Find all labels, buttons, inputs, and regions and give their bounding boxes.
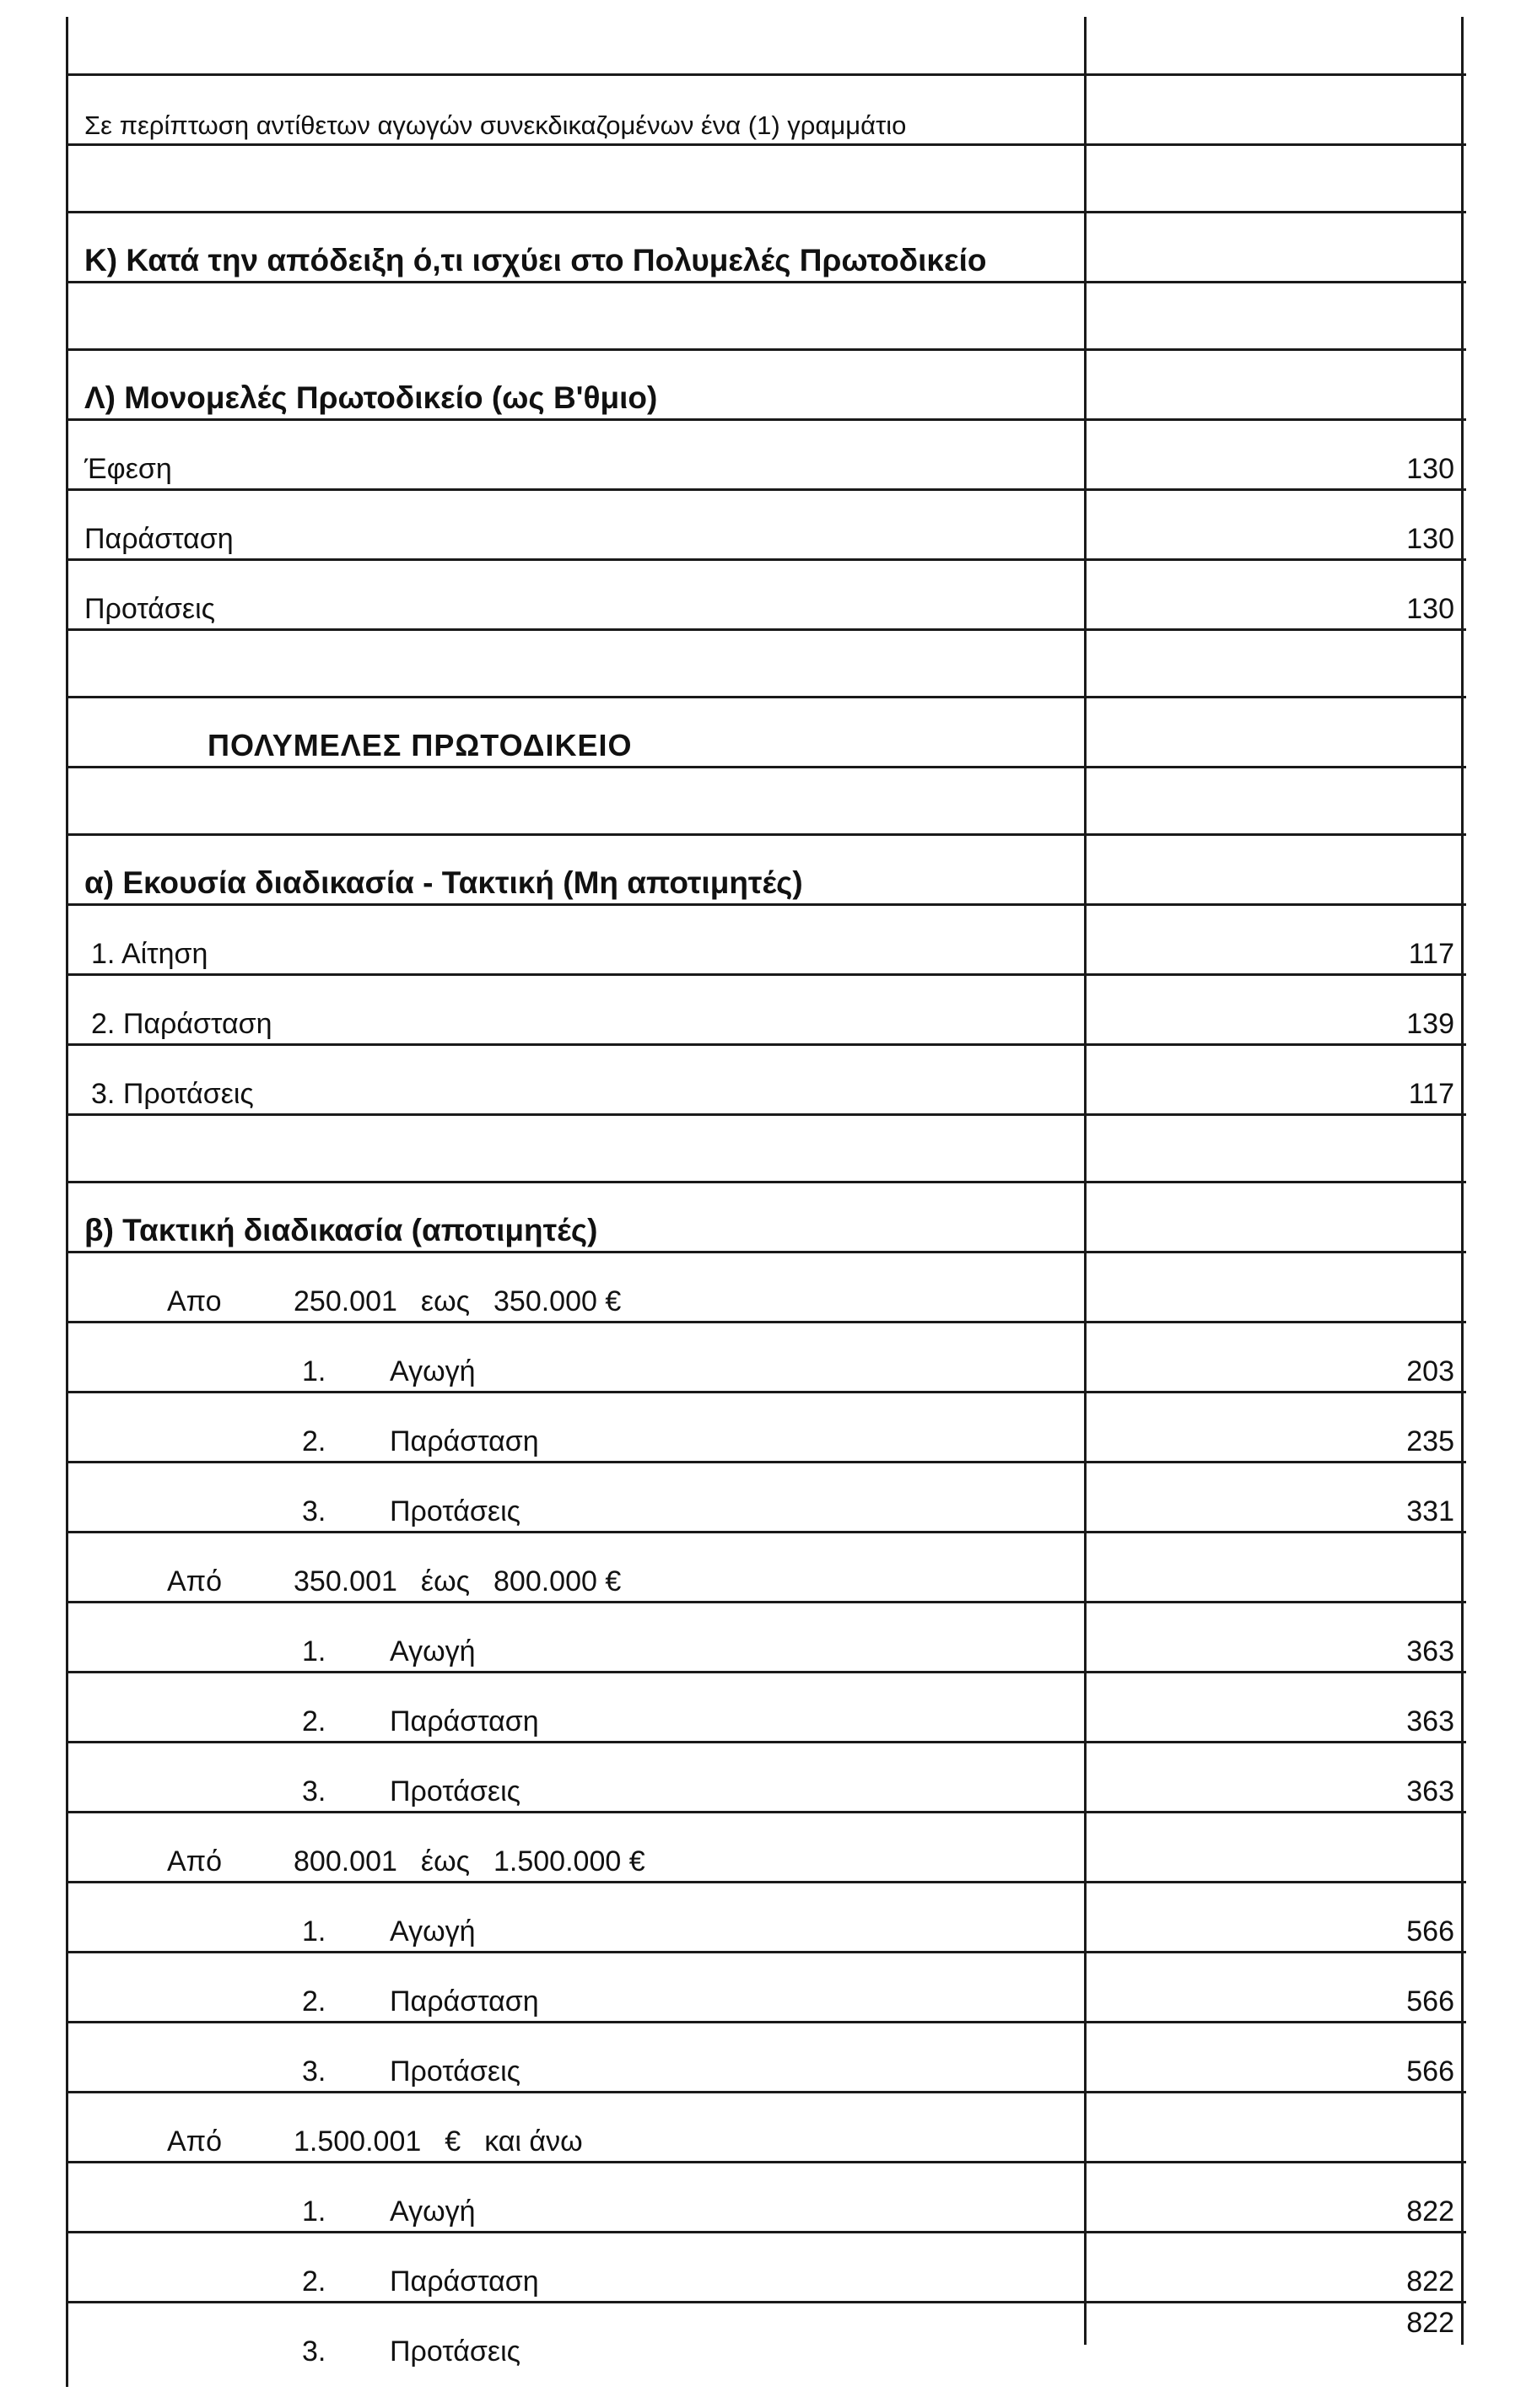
row-label: Έφεση [84, 453, 172, 485]
item-label: Παράσταση [390, 2265, 539, 2298]
row-label [302, 1637, 476, 1666]
table-row [66, 1883, 1466, 1953]
table-row [66, 2233, 1466, 2303]
item-label: Προτάσεις [390, 2055, 521, 2087]
fee-value: 130 [1406, 453, 1454, 485]
item-label: Προτάσεις [390, 1495, 521, 1527]
table-row [66, 146, 1466, 213]
table-row [66, 1953, 1466, 2023]
row-label: Προτάσεις [84, 593, 216, 625]
section-heading-l: Λ) Μονομελές Πρωτοδικείο (ως Β'θμιο) [84, 380, 658, 415]
table-row [66, 906, 1466, 976]
court-heading: ΠΟΛΥΜΕΛΕΣ ΠΡΩΤΟΔΙΚΕΙΟ [208, 728, 633, 762]
item-label: Αγωγή [390, 2195, 476, 2228]
item-label: Προτάσεις [122, 1078, 254, 1110]
item-label: Παράσταση [122, 1008, 272, 1040]
table-row [66, 1323, 1466, 1393]
row-label [302, 1917, 476, 1946]
item-number: 3. [302, 1775, 326, 1807]
range-to: έως [420, 1845, 470, 1877]
range-start: 1.500.001 [294, 2125, 422, 2158]
fee-value: 566 [1406, 1985, 1454, 2017]
table-row [66, 1253, 1466, 1323]
range-from: Από [167, 1845, 223, 1877]
item-number: 2. [302, 1985, 326, 2017]
row-label [302, 2197, 476, 2226]
fee-value: 363 [1406, 1775, 1454, 1807]
row-label [302, 1707, 539, 1736]
table-row [66, 2163, 1466, 2233]
table-row [66, 1393, 1466, 1463]
fee-value: 363 [1406, 1635, 1454, 1667]
item-label: Παράσταση [390, 1705, 539, 1737]
range-end: 1.500.000 € [493, 1845, 645, 1877]
range-to: € [445, 2125, 461, 2158]
item-number: 2. [91, 1008, 116, 1040]
item-label: Αγωγή [390, 1915, 476, 1947]
fee-value: 117 [1408, 938, 1454, 970]
row-label [302, 2337, 520, 2366]
table-row [66, 1183, 1466, 1253]
row-label [302, 2267, 539, 2296]
range-from: Από [167, 1565, 223, 1597]
item-label: Προτάσεις [390, 1775, 521, 1807]
table-row [66, 1046, 1466, 1116]
table-row [66, 2093, 1466, 2163]
range-to: έως [420, 1565, 470, 1597]
table-row [66, 2023, 1466, 2093]
item-number: 2. [302, 2265, 326, 2298]
section-heading-k: Κ) Κατά την απόδειξη ό,τι ισχύει στο Πολυμελές Πρωτοδικείο [84, 243, 987, 277]
range-end: 800.000 € [493, 1565, 622, 1597]
item-number: 3. [302, 2055, 326, 2087]
fee-value: 130 [1406, 593, 1454, 625]
item-number: 1. [91, 938, 116, 970]
table-row [66, 1813, 1466, 1883]
fee-value: 203 [1406, 1355, 1454, 1387]
row-label [302, 1987, 539, 2016]
row-label [91, 1080, 254, 1108]
range-from: Από [167, 2125, 223, 2158]
item-label: Προτάσεις [390, 2335, 521, 2368]
value-range [167, 1567, 621, 1596]
item-label: Αίτηση [121, 938, 208, 970]
fee-value: 566 [1406, 1915, 1454, 1947]
item-number: 1. [302, 1355, 326, 1387]
section-heading-a: α) Εκουσία διαδικασία - Τακτική (Μη αποτιμητές) [84, 865, 803, 900]
fee-value: 331 [1406, 1495, 1454, 1527]
fee-value: 566 [1406, 2055, 1454, 2087]
row-label [302, 1357, 476, 1386]
section-heading-b: β) Τακτική διαδικασία (αποτιμητές) [84, 1213, 598, 1247]
table-row [66, 76, 1466, 146]
item-label: Παράσταση [390, 1985, 539, 2017]
table-row [66, 1743, 1466, 1813]
table-row [66, 561, 1466, 631]
fee-value: 235 [1406, 1425, 1454, 1457]
row-label [302, 2057, 520, 2086]
value-range [167, 2127, 583, 2156]
table-row [66, 836, 1466, 906]
range-start: 350.001 [294, 1565, 397, 1597]
item-number: 1. [302, 1635, 326, 1667]
item-number: 2. [302, 1425, 326, 1457]
fee-value: 822 [1406, 2307, 1454, 2339]
table-row [66, 698, 1466, 768]
table-row [66, 1533, 1466, 1603]
table-row [66, 631, 1466, 698]
row-label [302, 1497, 520, 1526]
item-number: 3. [302, 2335, 326, 2368]
range-start: 250.001 [294, 1285, 397, 1317]
value-range [167, 1847, 645, 1876]
range-from: Απο [167, 1285, 222, 1317]
fee-value: 822 [1406, 2195, 1454, 2228]
row-label [302, 1427, 539, 1456]
item-number: 1. [302, 1915, 326, 1947]
item-number: 1. [302, 2195, 326, 2228]
fee-value: 363 [1406, 1705, 1454, 1737]
item-number: 2. [302, 1705, 326, 1737]
item-label: Αγωγή [390, 1355, 476, 1387]
row-label [91, 1010, 272, 1038]
table-row [66, 17, 1466, 76]
fee-value: 139 [1406, 1008, 1454, 1040]
table-row [66, 283, 1466, 351]
table-row [66, 768, 1466, 836]
item-label: Παράσταση [390, 1425, 539, 1457]
range-end: και άνω [484, 2125, 583, 2158]
table-row [66, 1463, 1466, 1533]
fee-value: 117 [1408, 1078, 1454, 1110]
row-label [91, 940, 208, 968]
range-end: 350.000 € [493, 1285, 622, 1317]
item-number: 3. [302, 1495, 326, 1527]
row-label: Παράσταση [84, 523, 234, 555]
table-row [66, 491, 1466, 561]
table-row [66, 1116, 1466, 1183]
table-row [66, 421, 1466, 491]
row-label [302, 1777, 520, 1806]
value-range [167, 1287, 621, 1316]
range-start: 800.001 [294, 1845, 397, 1877]
table-row [66, 2303, 1466, 2371]
table-row [66, 351, 1466, 421]
table-row [66, 1673, 1466, 1743]
range-to: εως [420, 1285, 470, 1317]
table-row [66, 213, 1466, 283]
item-label: Αγωγή [390, 1635, 476, 1667]
fee-value: 822 [1406, 2265, 1454, 2298]
fee-value: 130 [1406, 523, 1454, 555]
item-number: 3. [91, 1078, 116, 1110]
table-row [66, 976, 1466, 1046]
row-label: Σε περίπτωση αντίθετων αγωγών συνεκδικαζομένων ένα (1) γραμμάτιο [84, 110, 907, 140]
table-row [66, 1603, 1466, 1673]
